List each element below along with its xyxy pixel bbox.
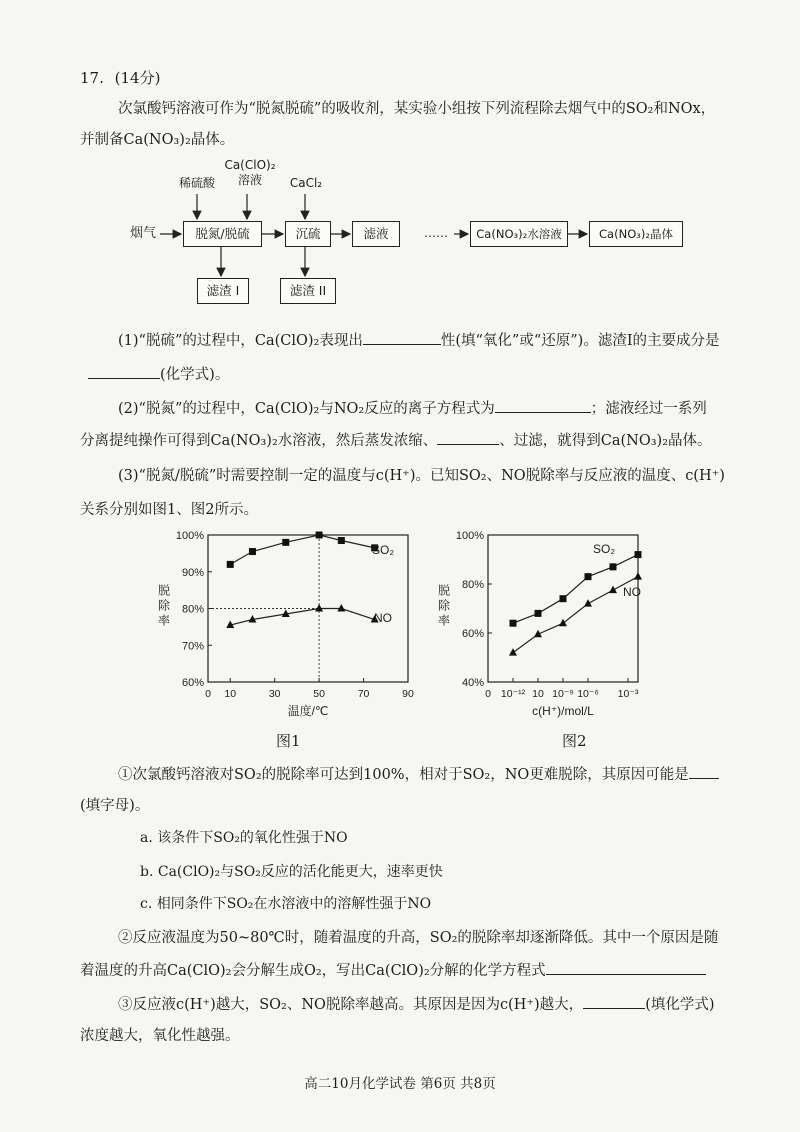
q3-line1: (3)“脱氮/脱硫”时需要控制一定的温度与c(H⁺)。已知SO₂、NO脱除率与反应液的温度、c(H⁺) — [118, 468, 725, 484]
q2-text-a: (2)“脱氮”的过程中，Ca(ClO)₂与NO₂反应的离子方程式为 — [118, 401, 495, 417]
sub1-blank[interactable] — [689, 764, 719, 779]
y-tick-label: 40% — [461, 677, 484, 689]
intro-line-2: 并制备Ca(NO₃)₂晶体。 — [80, 132, 235, 148]
x-tick-label: 10 — [224, 688, 237, 700]
plot-frame — [488, 535, 638, 682]
figure-2-caption: 图2 — [562, 732, 587, 750]
x-axis-label: c(H⁺)/mol/L — [532, 704, 594, 718]
reagent-calcium-hypochlorite — [215, 158, 285, 188]
y-tick-label: 100% — [455, 530, 484, 542]
option-c[interactable]: c. 相同条件下SO₂在水溶液中的溶解性强于NO — [140, 896, 432, 912]
step-calcium-nitrate-crystal: Ca(NO₃)₂晶体 — [589, 221, 683, 247]
q1-text-b: 性(填“氧化”或“还原”)。滤渣I的主要成分是 — [440, 333, 720, 349]
intro-line-1: 次氯酸钙溶液可作为“脱氮脱硫”的吸收剂，某实验小组按下列流程除去烟气中的SO₂和NOx， — [118, 101, 716, 117]
series-legend-label: NO — [623, 585, 641, 599]
y-tick-label: 80% — [181, 603, 204, 616]
q2-text-b: ；滤液经过一系列 — [590, 401, 707, 417]
data-point-square — [635, 551, 642, 558]
data-point-square — [535, 610, 542, 617]
step-sulfur-precipitation: 沉硫 — [285, 221, 331, 247]
y-tick-label: 80% — [461, 579, 484, 591]
sub1-line2: (填字母)。 — [80, 798, 150, 814]
y-axis-label-char: 率 — [437, 613, 451, 628]
q3-line2: 关系分别如图1、图2所示。 — [80, 502, 258, 518]
question-header — [80, 68, 160, 88]
sub3-line2: 浓度越大，氧化性越强。 — [80, 1028, 240, 1044]
residue-2: 滤渣 II — [280, 278, 336, 304]
x-tick-label: 0 — [205, 688, 211, 700]
y-tick-label: 90% — [181, 566, 204, 579]
data-point-triangle — [584, 599, 592, 607]
residue-1: 滤渣 I — [197, 278, 249, 304]
x-tick-label: 10⁻³ — [617, 688, 639, 700]
data-point-square — [510, 620, 517, 627]
reagent-calcium-hypochlorite-line1: Ca(ClO)₂ — [224, 158, 276, 172]
x-tick-label: 30 — [268, 688, 281, 700]
data-point-square — [610, 563, 617, 570]
question-points: (14分) — [114, 69, 161, 87]
sub3-text-a: ③反应液c(H⁺)越大，SO₂、NO脱除率越高。其原因是因为c(H⁺)越大， — [118, 997, 584, 1013]
sub2-line1: ②反应液温度为50~80℃时，随着温度的升高，SO₂的脱除率却逐渐降低。其中一个原因是随 — [118, 930, 719, 946]
q1-blank-1[interactable] — [363, 330, 441, 345]
flow-ellipsis: …… — [424, 226, 448, 240]
x-tick-label: 70 — [357, 688, 370, 700]
y-tick-label: 100% — [175, 530, 204, 542]
data-point-triangle — [609, 586, 617, 594]
x-tick-label: 10⁻¹² — [500, 688, 526, 700]
flue-gas-label: 烟气 — [129, 226, 156, 241]
x-tick-label: 90 — [402, 688, 414, 700]
sub3-text-b: (填化学式) — [645, 997, 715, 1013]
data-point-square — [282, 539, 289, 546]
q1-blank-2[interactable] — [88, 364, 160, 379]
y-axis-label-char: 率 — [157, 613, 171, 628]
q2-text-c: 分离提纯操作可得到Ca(NO₃)₂水溶液，然后蒸发浓缩、 — [80, 433, 438, 449]
q2-line1 — [118, 398, 707, 419]
data-point-triangle — [509, 648, 517, 656]
series-legend-label: NO — [374, 611, 392, 625]
figure-1-caption: 图1 — [276, 732, 301, 750]
reagent-calcium-hypochlorite-line2: 溶液 — [237, 173, 262, 187]
reagent-dilute-sulfuric-acid: 稀硫酸 — [178, 176, 215, 190]
q2-blank-2[interactable] — [437, 430, 499, 445]
data-point-square — [560, 595, 567, 602]
sub2-blank[interactable] — [546, 960, 706, 975]
sub1-text-a: ①次氯酸钙溶液对SO₂的脱除率可达到100%，相对于SO₂，NO更难脱除，其原因可能是 — [118, 767, 689, 783]
option-b[interactable]: b. Ca(ClO)₂与SO₂反应的活化能更大，速率更快 — [140, 864, 443, 880]
option-a[interactable]: a. 该条件下SO₂的氧化性强于NO — [140, 830, 348, 846]
data-point-square — [338, 537, 345, 544]
data-point-square — [585, 573, 592, 580]
y-tick-label: 60% — [181, 677, 204, 689]
q1-line1 — [118, 330, 720, 351]
x-axis-label: 温度/℃ — [287, 704, 329, 718]
figure-1-chart — [150, 525, 450, 740]
q1-line2 — [88, 364, 229, 385]
data-point-square — [316, 532, 323, 539]
sub1-line1 — [118, 764, 719, 785]
figure-2-chart — [430, 525, 730, 740]
page-footer: 高二10月化学试卷 第6页 共8页 — [304, 1076, 496, 1092]
q2-text-d: 、过滤，就得到Ca(NO₃)₂晶体。 — [499, 433, 712, 449]
data-point-square — [227, 561, 234, 568]
step-calcium-nitrate-solution: Ca(NO₃)₂水溶液 — [470, 221, 568, 247]
x-tick-label: 0 — [485, 688, 491, 700]
sub2-line2 — [80, 960, 706, 981]
data-point-triangle — [559, 619, 567, 627]
sub3-line1 — [118, 994, 715, 1015]
q1-text-a: (1)“脱硫”的过程中，Ca(ClO)₂表现出 — [118, 333, 363, 349]
y-axis-label-char: 除 — [157, 598, 171, 613]
data-point-triangle — [315, 604, 323, 612]
y-tick-label: 60% — [461, 628, 484, 640]
question-number: 17. — [80, 69, 104, 87]
y-axis-label-char: 脱 — [157, 583, 171, 598]
y-tick-label: 70% — [181, 640, 204, 653]
y-axis-label-char: 除 — [437, 598, 451, 613]
flow-arrows — [0, 0, 800, 320]
q2-blank-1[interactable] — [495, 398, 591, 413]
q2-line2 — [80, 430, 712, 451]
data-point-triangle — [634, 572, 642, 580]
step-filtrate: 滤液 — [352, 221, 400, 247]
series-legend-label: SO₂ — [372, 543, 394, 557]
x-tick-label: 10 — [532, 688, 544, 700]
sub3-blank[interactable] — [583, 994, 645, 1009]
x-tick-label: 10⁻⁹ — [552, 688, 574, 700]
step-denitration-desulfurization: 脱氮/脱硫 — [183, 221, 262, 247]
data-point-square — [249, 548, 256, 555]
x-tick-label: 50 — [313, 688, 325, 700]
y-axis-label-char: 脱 — [437, 583, 451, 598]
series-legend-label: SO₂ — [593, 542, 615, 556]
x-tick-label: 10⁻⁶ — [577, 688, 599, 700]
data-point-triangle — [337, 604, 345, 612]
reagent-calcium-chloride: CaCl₂ — [289, 176, 323, 190]
sub2-text-b: 着温度的升高Ca(ClO)₂会分解生成O₂，写出Ca(ClO)₂分解的化学方程式 — [80, 963, 546, 979]
q1-text-c: (化学式)。 — [160, 367, 230, 383]
